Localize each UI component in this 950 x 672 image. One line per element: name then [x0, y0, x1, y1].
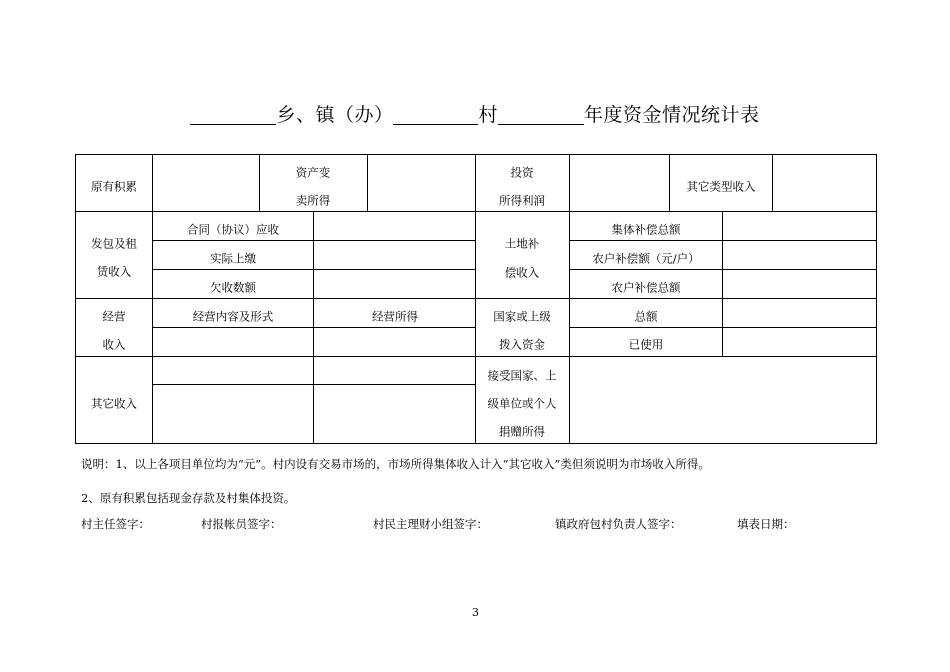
col-divider	[152, 154, 153, 212]
col-divider	[152, 356, 153, 444]
label-business-earnings: 经营所得	[372, 309, 418, 324]
title-blank-village[interactable]	[393, 104, 478, 125]
label-contract-receivable: 合同（协议）应收	[187, 222, 279, 237]
label-donations-line3: 捐赠所得	[499, 424, 545, 439]
label-household-compensation-rate: 农户补偿额（元/户）	[592, 251, 700, 266]
title-blank-year[interactable]	[498, 104, 584, 125]
label-other-income-types: 其它类型收入	[686, 179, 756, 194]
label-allocated-funds-line1: 国家或上级	[493, 309, 551, 324]
table-border-left	[75, 154, 76, 444]
col-divider	[669, 154, 670, 212]
label-donations-line2: 级单位或个人	[487, 396, 557, 411]
page-number: 3	[472, 606, 479, 619]
col-divider	[569, 211, 570, 299]
label-other-income: 其它收入	[91, 396, 137, 411]
label-actual-paid: 实际上缴	[210, 251, 256, 266]
row-divider	[75, 356, 877, 357]
signature-accountant: 村报帐员签字：	[201, 517, 282, 531]
label-land-compensation-line1: 土地补	[504, 236, 540, 251]
col-divider	[569, 356, 570, 444]
label-asset-sale-line1: 资产变	[295, 165, 331, 180]
col-divider	[772, 154, 773, 212]
col-divider	[313, 356, 314, 444]
page-title	[0, 100, 950, 127]
table-border-right	[876, 154, 877, 444]
table-border-top	[75, 154, 877, 155]
note-1: 说明：1、以上各项目单位均为“元”。村内设有交易市场的，市场所得集体收入计入“其它收入”类但须说明为市场收入所得。	[81, 457, 710, 471]
title-seg-township: 乡、镇（办）	[276, 104, 394, 126]
label-lease-income-line2: 赁收入	[96, 264, 132, 279]
label-collective-compensation-total: 集体补偿总额	[611, 222, 681, 237]
col-divider	[313, 211, 314, 299]
label-investment-line1: 投资	[510, 165, 534, 180]
sub-row-divider	[152, 269, 476, 270]
title-blank-township[interactable]	[190, 104, 276, 125]
label-business-income-line1: 经营	[102, 309, 126, 324]
sub-row-divider	[152, 240, 476, 241]
sub-row-divider	[569, 269, 877, 270]
title-seg-rest: 年度资金情况统计表	[584, 104, 760, 126]
signature-fill-date: 填表日期：	[737, 517, 795, 531]
sub-row-divider	[152, 327, 476, 328]
col-divider	[475, 211, 476, 299]
label-business-income-line2: 收入	[102, 337, 126, 352]
col-divider	[569, 154, 570, 212]
label-investment-line2: 所得利润	[499, 193, 545, 208]
row-divider	[75, 211, 877, 212]
sub-row-divider	[152, 384, 476, 385]
note-2: 2、原有积累包括现金存款及村集体投资。	[81, 491, 296, 505]
sub-row-divider	[569, 240, 877, 241]
signature-finance-group: 村民主理财小组签字：	[373, 517, 488, 531]
label-amount-owed: 欠收数额	[210, 280, 256, 295]
label-business-content: 经营内容及形式	[192, 309, 274, 324]
col-divider	[475, 356, 476, 444]
sub-row-divider	[569, 327, 877, 328]
row-divider	[75, 298, 877, 299]
label-lease-income-line1: 发包及租	[91, 236, 137, 251]
label-household-compensation-total: 农户补偿总额	[611, 280, 681, 295]
col-divider	[722, 211, 723, 299]
col-divider	[259, 154, 260, 212]
label-asset-sale-line2: 卖所得	[295, 193, 331, 208]
col-divider	[475, 154, 476, 212]
col-divider	[152, 211, 153, 299]
col-divider	[367, 154, 368, 212]
label-used-amount: 已使用	[628, 337, 664, 352]
title-seg-village: 村	[478, 104, 498, 126]
label-allocated-funds-line2: 拨入资金	[499, 337, 545, 352]
label-land-compensation-line2: 偿收入	[504, 265, 540, 280]
signature-village-head: 村主任签字：	[81, 517, 150, 531]
label-donations-line1: 接受国家、上	[487, 368, 557, 383]
label-original-accumulation: 原有积累	[91, 179, 137, 194]
table-border-bottom	[75, 443, 877, 444]
label-total-amount: 总额	[634, 309, 658, 324]
signature-town-official: 镇政府包村负责人签字：	[555, 517, 682, 531]
